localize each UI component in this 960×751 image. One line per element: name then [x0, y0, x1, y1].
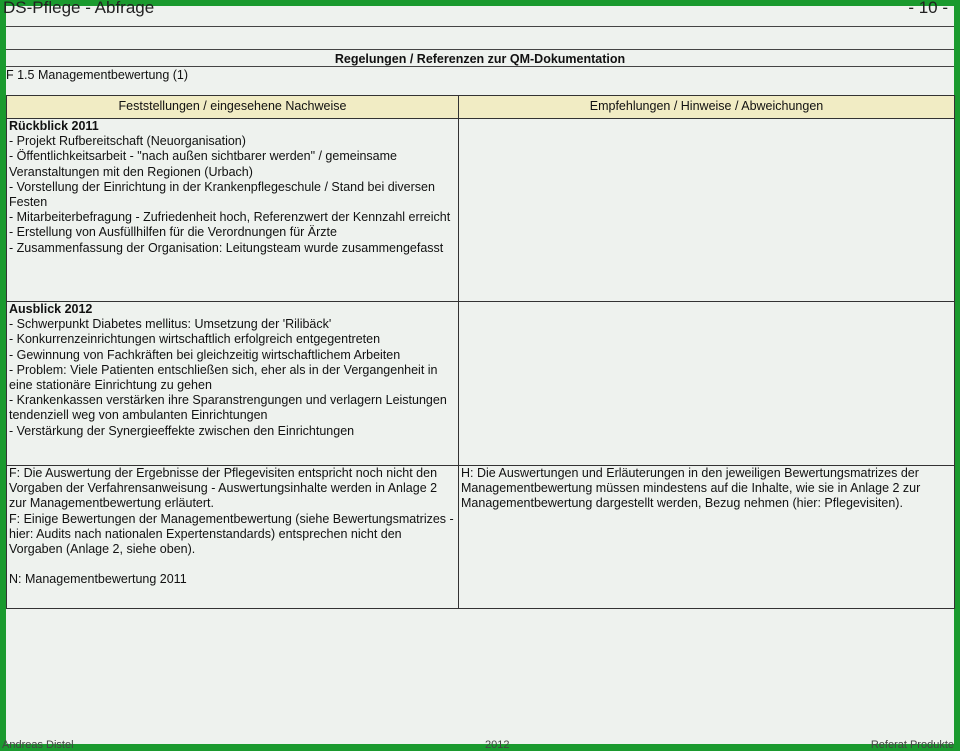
findings-table — [6, 95, 955, 609]
list-item: - Vorstellung der Einrichtung in der Krankenpflegeschule / Stand bei diversen Festen — [9, 179, 435, 210]
list-item: - Schwerpunkt Diabetes mellitus: Umsetzung der 'Rilibäck' — [9, 317, 332, 332]
finding-spacer — [9, 557, 456, 572]
list-item: - Projekt Rufbereitschaft (Neuorganisation) — [9, 134, 246, 149]
header-divider — [6, 26, 954, 27]
recommendation-item: H: Die Auswertungen und Erläuterungen in den jeweiligen Bewertungsmatrizes der Managementbewertung müssen mindestens auf die Inhalte, wie sie in Anlage 2 zur Managementbewertung dargestellt werden, Bezug nehmen (hier: Pflegevisiten). — [461, 466, 921, 511]
outlook-2012-recommendations-cell — [459, 302, 955, 466]
finding-item: F: Die Auswertung der Ergebnisse der Pflegevisiten entspricht noch nicht den Vorgaben der Verfahrensanweisung - Auswertungsinhalte werden in Anlage 2 zur Managementbewertung erläutert. — [9, 466, 438, 511]
page-number: - 10 - — [908, 0, 948, 17]
footer-department: Referat Produkte — [870, 739, 954, 751]
list-item: - Verstärkung der Synergieeffekte zwischen den Einrichtungen — [9, 423, 355, 438]
recommendation-cell — [459, 466, 955, 609]
column-header-findings: Feststellungen / eingesehene Nachweise — [7, 96, 459, 119]
section-title: Regelungen / Referenzen zur QM-Dokumentation — [334, 52, 626, 66]
review-2011-heading: Rückblick 2011 — [9, 119, 99, 133]
finding-item: N: Managementbewertung 2011 — [9, 572, 187, 587]
outlook-2012-heading: Ausblick 2012 — [9, 302, 93, 316]
table-row-review-2011 — [7, 119, 955, 302]
footer-year: 2012 — [485, 739, 510, 751]
list-item: - Problem: Viele Patienten entschließen sich, eher als in der Vergangenheit in eine stationäre Einrichtung zu gehen — [9, 362, 438, 393]
list-item: - Erstellung von Ausfüllhilfen für die Verordnungen für Ärzte — [9, 225, 337, 240]
document-page — [2, 0, 954, 751]
section-divider-bottom — [6, 66, 954, 67]
review-2011-cell — [7, 119, 459, 302]
outlook-2012-cell — [7, 302, 459, 466]
list-item: - Krankenkassen verstärken ihre Sparanstrengungen und verlagern Leistungen tendenziell weg von ambulanten Einrichtungen — [9, 393, 447, 423]
table-header-row — [7, 96, 955, 119]
findings-cell — [7, 466, 459, 609]
list-item: - Zusammenfassung der Organisation: Leitungsteam wurde zusammengefasst — [9, 240, 444, 255]
column-header-recommendations: Empfehlungen / Hinweise / Abweichungen — [459, 96, 955, 119]
list-item: - Öffentlichkeitsarbeit - "nach außen sichtbarer werden" / gemeinsame Veranstaltungen mit den Regionen (Urbach) — [9, 149, 397, 179]
footer-author: Andreas Distel — [2, 739, 74, 751]
list-item: - Konkurrenzeinrichtungen wirtschaftlich erfolgreich entgegentreten — [9, 332, 381, 347]
list-item: - Gewinnung von Fachkräften bei gleichzeitig wirtschaftlichem Arbeiten — [9, 347, 401, 362]
review-2011-recommendations-cell — [459, 119, 955, 302]
finding-item: F: Einige Bewertungen der Managementbewertung (siehe Bewertungsmatrizes - hier: Audits nach nationalen Expertenstandards) entsprechen nicht den Vorgaben (Anlage 2, siehe oben). — [9, 511, 454, 557]
section-divider-top — [6, 49, 954, 50]
table-row-findings — [7, 466, 955, 609]
page-header-title: DS-Pflege - Abfrage — [3, 0, 155, 17]
table-row-outlook-2012 — [7, 302, 955, 466]
subtitle: F 1.5 Managementbewertung (1) — [6, 68, 189, 82]
list-item: - Mitarbeiterbefragung - Zufriedenheit hoch, Referenzwert der Kennzahl erreicht — [9, 210, 451, 225]
